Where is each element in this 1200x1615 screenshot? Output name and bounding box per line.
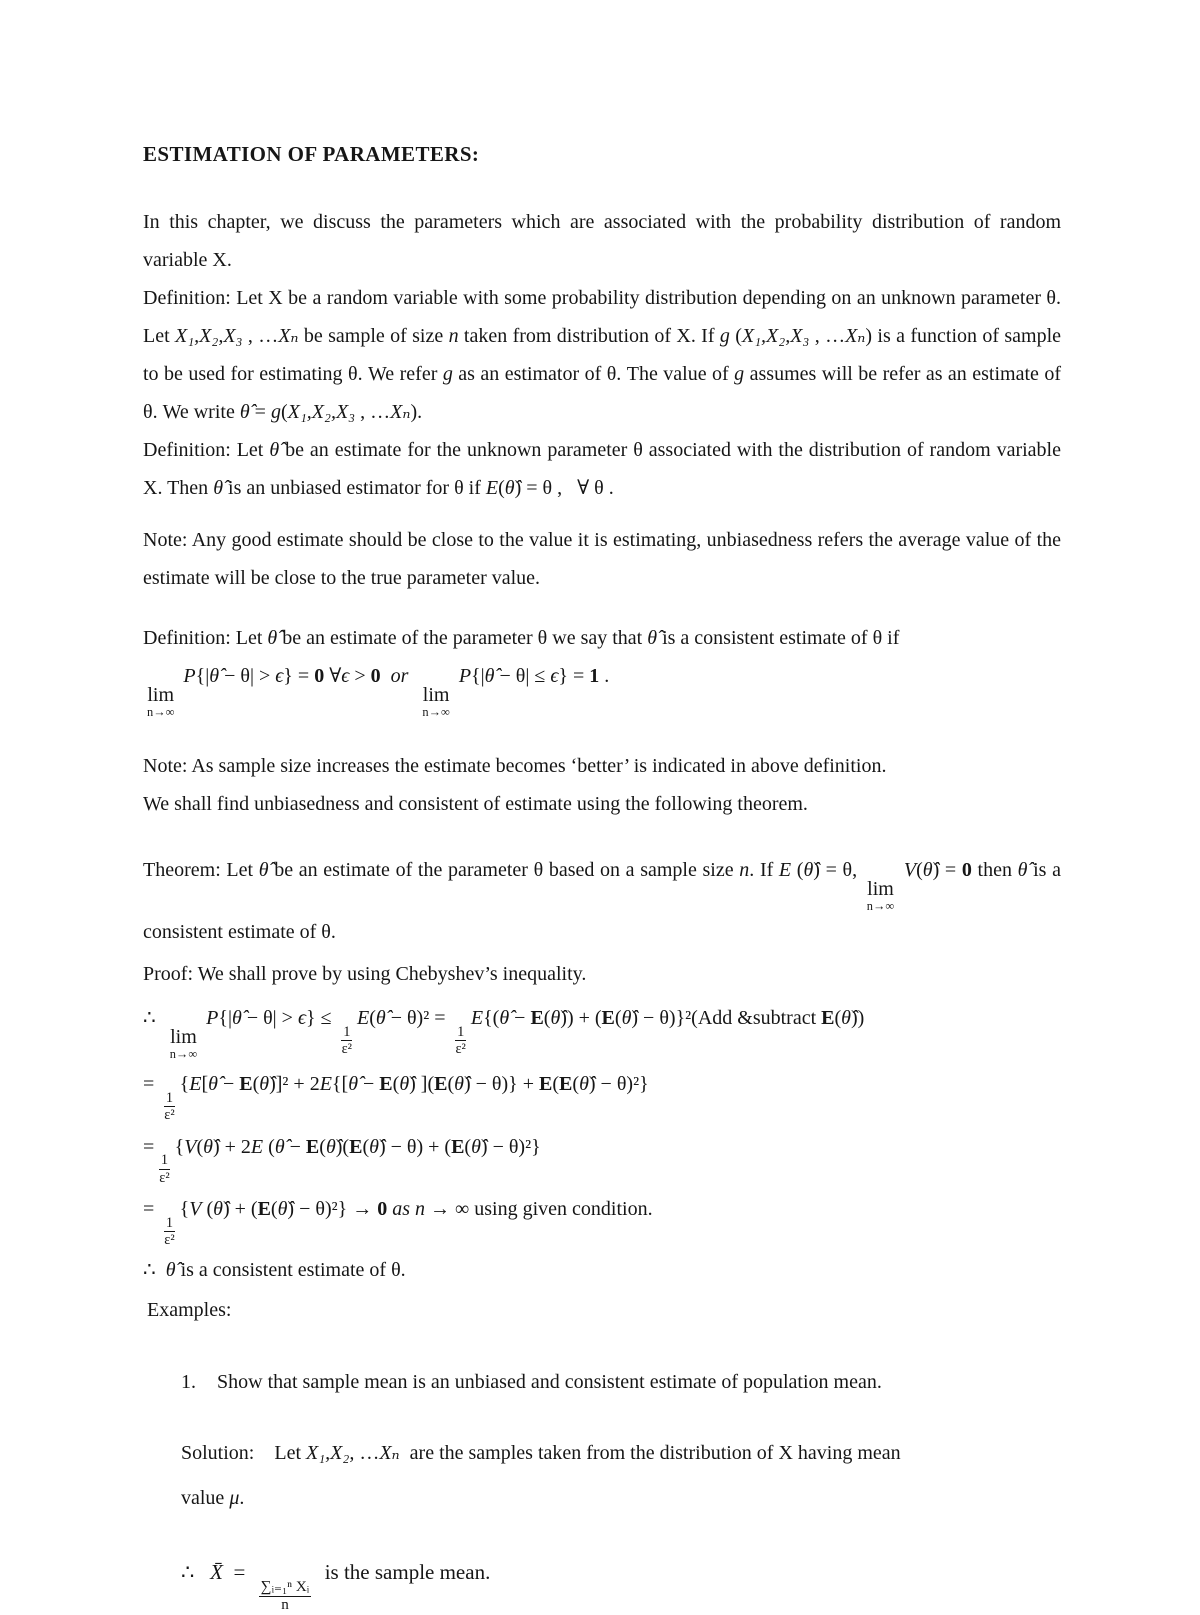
proof-step-2: = $\frac{1}{\text{ε²}}$ {E[θ̂ − E(θ̂)]² + 2E{[θ̂ − E(θ̂) ](E(θ̂) − θ)} + E(E(θ̂) − θ)²} xyxy=(143,1073,649,1124)
paragraph-solution: Solution: Let X₁,X₂, …Xₙ are the samples taken from the distribution of X having mean value μ. xyxy=(181,1441,901,1509)
proof-step-1: ∴ lim n→∞ P{|θ̂ − θ| > ϵ} ≤ $\frac{1}{\text{ε²}}$ E(θ̂ − θ)² = $\frac{1}{\text{ε²}}$ E{(θ̂ − E(θ̂)) + (E(θ̂) − θ)}²(Add &subtract E(θ̂)) xyxy=(143,1007,865,1062)
example-1-number: 1. xyxy=(181,1370,196,1393)
paragraph-note-sample-size: Note: As sample size increases the estimate becomes ‘better’ is indicated in above definition. We shall find unbiasedness and consistent of estimate using the following theorem. xyxy=(143,755,887,816)
paragraph-proof-intro: Proof: We shall prove by using Chebyshev’s inequality. xyxy=(143,963,587,986)
paragraph-theorem: Theorem: Let θ̂ be an estimate of the parameter θ based on a sample size n. If E (θ̂) = θ, lim n→∞ V(θ̂) = 0 then θ̂ is a consistent estimate of θ. xyxy=(143,859,1062,944)
proof-step-3: = $\frac{1}{\text{ε²}}$ {V(θ̂) + 2E (θ̂ − E(θ̂)(E(θ̂) − θ) + (E(θ̂) − θ)²} xyxy=(143,1135,541,1186)
paragraph-note-unbiasedness: Note: Any good estimate should be close to the value it is estimating, unbiasedness refers the average value of the estimate will be close to the true parameter value. xyxy=(143,529,1061,589)
proof-derivation xyxy=(143,995,1061,1249)
document-title: ESTIMATION OF PARAMETERS: xyxy=(143,142,480,166)
paragraph-definition-consistent: Definition: Let θ̂ be an estimate of the parameter θ we say that θ̂ is a consistent estimate of θ if lim n→∞ P{|θ̂ − θ| > ϵ} = 0 ∀ϵ > 0 or lim n→∞ P{|θ̂ − θ| ≤ ϵ} = 1 . xyxy=(143,627,900,719)
example-item-1 xyxy=(181,1363,1061,1401)
paragraph-intro: In this chapter, we discuss the parameters which are associated with the probability distribution of random variable X. xyxy=(143,211,1061,271)
paragraph-definition-estimator: Definition: Let X be a random variable with some probability distribution depending on an unknown parameter θ. Let X₁,X₂,X₃ , …Xₙ be sample of size n taken from distribution of X. If g (X₁,X₂,X₃ , …Xₙ) is a function of sample to be used for estimating θ. We refer g as an estimator of θ. The value of g assumes will be refer as an estimate of θ. We write θ̂ = g(X₁,X₂,X₃ , …Xₙ). xyxy=(143,287,1062,423)
proof-step-4: = $\frac{1}{\text{ε²}}$ {V (θ̂) + (E(θ̂) − θ)²} → 0 as n → ∞ using given condition. xyxy=(143,1198,653,1249)
example-1-text: Show that sample mean is an unbiased and consistent estimate of population mean. xyxy=(217,1370,882,1393)
examples-heading: Examples: xyxy=(147,1298,232,1321)
sample-mean-formula: ∴ X̄ = $\frac{\text{∑ᵢ₌₁ⁿ Xᵢ}}{n}$ is the sample mean. xyxy=(181,1559,491,1614)
paragraph-definition-unbiased: Definition: Let θ̂ be an estimate for the unknown parameter θ associated with the distribution of random variable X. Then θ̂ is an unbiased estimator for θ if E(θ̂) = θ , ∀ θ . xyxy=(143,439,1061,499)
paragraph-conclusion: ∴ θ̂ is a consistent estimate of θ. xyxy=(143,1258,406,1281)
